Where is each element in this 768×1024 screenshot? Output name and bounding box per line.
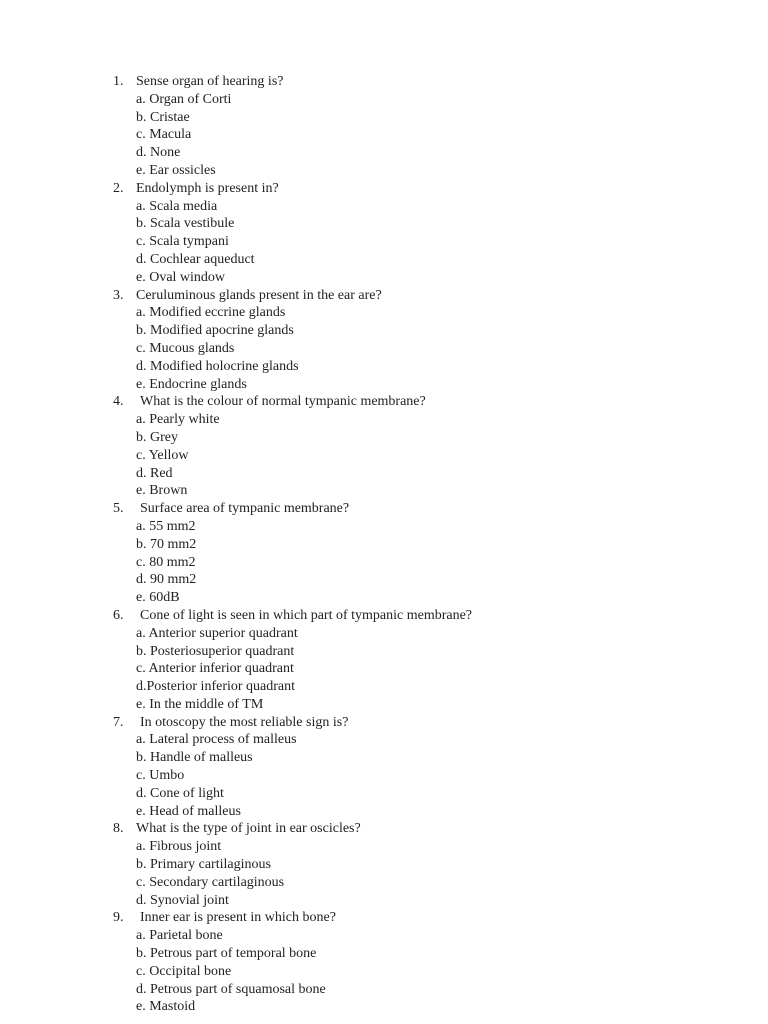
question-line xyxy=(0,500,768,518)
answer-option: c. Yellow xyxy=(136,447,189,463)
question-2 xyxy=(0,180,768,287)
question-text: Surface area of tympanic membrane? xyxy=(140,501,350,517)
answer-option: b. Primary cartilaginous xyxy=(136,857,271,873)
answer-option: e. Brown xyxy=(136,483,188,499)
question-text: Sense organ of hearing is? xyxy=(136,74,284,89)
answer-option: b. Grey xyxy=(136,429,178,445)
answer-option: d. 90 mm2 xyxy=(136,572,197,588)
question-number: 7. xyxy=(113,714,124,730)
answer-option: a. Modified eccrine glands xyxy=(136,305,286,321)
question-text: Ceruluminous glands present in the ear are? xyxy=(136,287,382,303)
answer-option: a. Fibrous joint xyxy=(136,839,222,855)
answer-option: d. Cochlear aqueduct xyxy=(136,251,255,267)
answer-option: d. None xyxy=(136,145,181,161)
answer-option: e. Head of malleus xyxy=(136,803,241,819)
answer-option: d. Synovial joint xyxy=(136,892,229,908)
answer-option: d. Modified holocrine glands xyxy=(136,358,299,374)
question-8 xyxy=(0,820,768,909)
answer-option: e. Endocrine glands xyxy=(136,376,247,392)
answer-option: a. Anterior superior quadrant xyxy=(136,625,298,641)
answer-option: b. Modified apocrine glands xyxy=(136,323,294,339)
question-text: Inner ear is present in which bone? xyxy=(140,910,336,926)
question-1 xyxy=(0,73,768,180)
answer-option: c. Occipital bone xyxy=(136,963,232,979)
answer-option: c. Umbo xyxy=(136,768,185,784)
answer-option: e. Oval window xyxy=(136,269,226,285)
question-line xyxy=(0,393,768,411)
question-list xyxy=(0,73,768,1016)
answer-option: c. Scala tympani xyxy=(136,234,229,250)
answer-option: d. Red xyxy=(136,465,173,481)
question-6 xyxy=(0,607,768,714)
answer-option: c. Mucous glands xyxy=(136,340,235,356)
question-line xyxy=(0,607,768,625)
question-line xyxy=(0,909,768,927)
answer-option: e. Mastoid xyxy=(136,999,196,1015)
question-number: 5. xyxy=(113,501,124,517)
answer-option: b. Cristae xyxy=(136,109,190,125)
answer-option: b. Scala vestibule xyxy=(136,216,235,232)
answer-option: b. Petrous part of temporal bone xyxy=(136,946,317,962)
question-number: 4. xyxy=(113,394,124,410)
answer-option: a. 55 mm2 xyxy=(136,518,196,534)
answer-option: b. Posteriosuperior quadrant xyxy=(136,643,295,659)
question-line xyxy=(0,820,768,838)
question-number: 2. xyxy=(113,180,124,196)
question-5 xyxy=(0,500,768,607)
question-text: What is the colour of normal tympanic membrane? xyxy=(140,394,426,410)
question-3 xyxy=(0,287,768,394)
answer-option: e. Ear ossicles xyxy=(136,162,216,178)
answer-option: d. Cone of light xyxy=(136,785,224,801)
answer-option: b. 70 mm2 xyxy=(136,536,197,552)
answer-option: a. Organ of Corti xyxy=(136,91,232,107)
question-number: 1. xyxy=(113,74,124,89)
answer-option: d. Petrous part of squamosal bone xyxy=(136,981,326,997)
answer-option: a. Pearly white xyxy=(136,412,220,428)
answer-option: c. Secondary cartilaginous xyxy=(136,874,285,890)
question-number: 8. xyxy=(113,821,124,837)
answer-option: c. Macula xyxy=(136,127,192,143)
question-number: 6. xyxy=(113,607,124,623)
question-7 xyxy=(0,714,768,821)
question-text: Cone of light is seen in which part of tympanic membrane? xyxy=(140,607,473,623)
answer-option: b. Handle of malleus xyxy=(136,750,253,766)
question-text: Endolymph is present in? xyxy=(136,180,279,196)
question-text: In otoscopy the most reliable sign is? xyxy=(140,714,349,730)
question-line xyxy=(0,180,768,198)
answer-option: a. Scala media xyxy=(136,198,218,214)
question-number: 9. xyxy=(113,910,124,926)
question-line xyxy=(0,714,768,732)
answer-option: c. 80 mm2 xyxy=(136,554,196,570)
question-4 xyxy=(0,393,768,500)
answer-option: e. 60dB xyxy=(136,590,180,606)
answer-option: a. Parietal bone xyxy=(136,928,223,944)
answer-option: a. Lateral process of malleus xyxy=(136,732,297,748)
question-line xyxy=(0,287,768,305)
answer-option: d.Posterior inferior quadrant xyxy=(136,679,296,695)
question-9 xyxy=(0,909,768,1016)
answer-option: c. Anterior inferior quadrant xyxy=(136,661,294,677)
question-number: 3. xyxy=(113,287,124,303)
question-text: What is the type of joint in ear oscicles? xyxy=(136,821,361,837)
question-line xyxy=(0,73,768,91)
answer-option: e. In the middle of TM xyxy=(136,696,264,712)
